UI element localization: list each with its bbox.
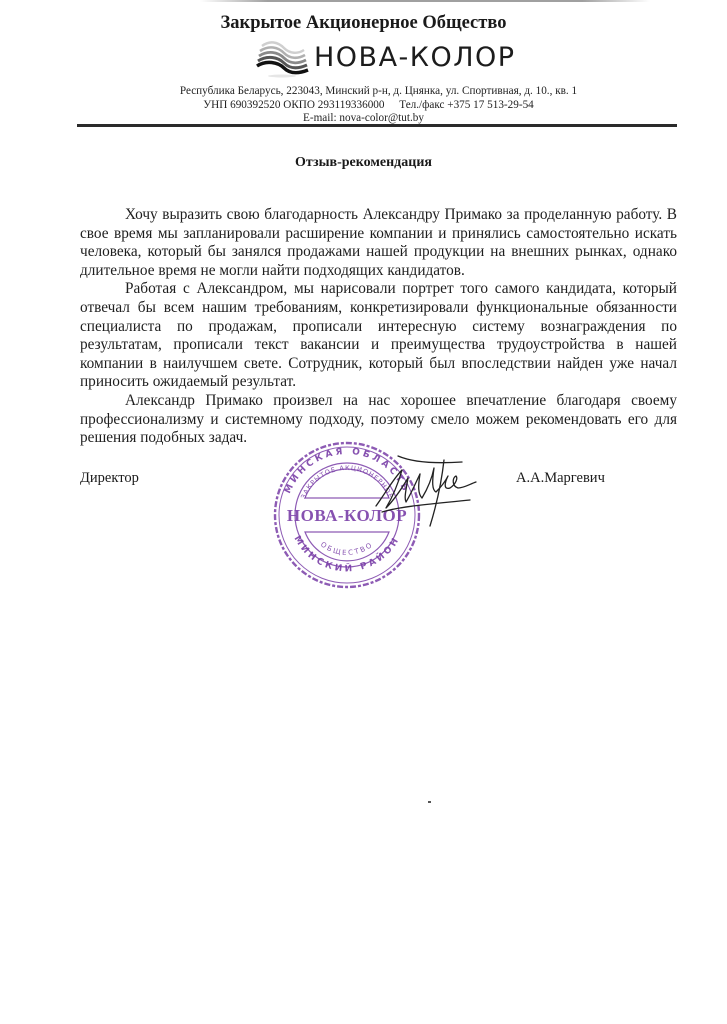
company-type: Закрытое Акционерное Общество [220,13,507,33]
handwritten-signature [372,448,482,538]
company-logo [252,38,516,78]
letter-body [80,206,677,448]
header-divider [77,124,677,127]
company-ids [0,99,727,113]
svg-text:МИНСКАЯ ОБЛАСТЬ: МИНСКАЯ ОБЛАСТЬ [283,446,411,496]
scan-edge-shade [200,0,650,2]
signatory-position: Директор [80,470,139,486]
phone-fax: Тел./факс +375 17 513-29-54 [399,98,534,111]
svg-text:ОБЩЕСТВО: ОБЩЕСТВО [319,540,375,557]
svg-text:ЗАКРЫТОЕ АКЦИОНЕРНОЕ: ЗАКРЫТОЕ АКЦИОНЕРНОЕ [299,463,395,501]
brand-name: НОВА-КОЛОР [314,42,516,73]
svg-text:НОВА-КОЛОР: НОВА-КОЛОР [286,506,408,525]
signature-icon [372,448,482,538]
company-address: Республика Беларусь, 223043, Минский р-н, д. Цнянка, ул. Спортивная, д. 10., кв. 1 [179,85,578,97]
scan-speck [428,801,431,803]
paragraph: Хочу выразить свою благодарность Александру Примако за проделанную работу. В свое время мы запланировали расширение компании и принялись самостоятельно искать человека, который бы занялся продажами нашей продукции на внешних рынках, однако длительное время не могли найти подходящих кандидатов. [80,206,677,279]
paragraph: Работая с Александром, мы нарисовали портрет того самого кандидата, который отвечал бы всем нашим требованиям, конкретизировали функциональные обязанности специалиста по продажам, прописали интересную систему вознаграждения по результатам, прописали текст вакансии и преимущества трудоустройства в нашей компании в наилучшем свете. Сотрудник, который был впоследствии найден уже начал приносить ожидаемый результат. [80,280,677,391]
document-title: Отзыв-рекомендация [295,155,432,170]
okpo-number: ОКПО 293119336000 [283,98,385,111]
signatory-name: А.А.Маргевич [516,470,605,486]
unp-number: УНП 690392520 [203,98,281,111]
paragraph: Александр Примако произвел на нас хорошее впечатление благодаря своему профессионализму и системному подходу, поэтому смело можем рекомендовать его для решения подобных задач. [80,391,677,447]
wave-logo-icon [252,38,312,78]
contact-block [0,85,727,126]
svg-text:МИНСКИЙ РАЙОН: МИНСКИЙ РАЙОН [291,534,403,575]
company-email: E-mail: nova-color@tut.by [303,112,424,124]
